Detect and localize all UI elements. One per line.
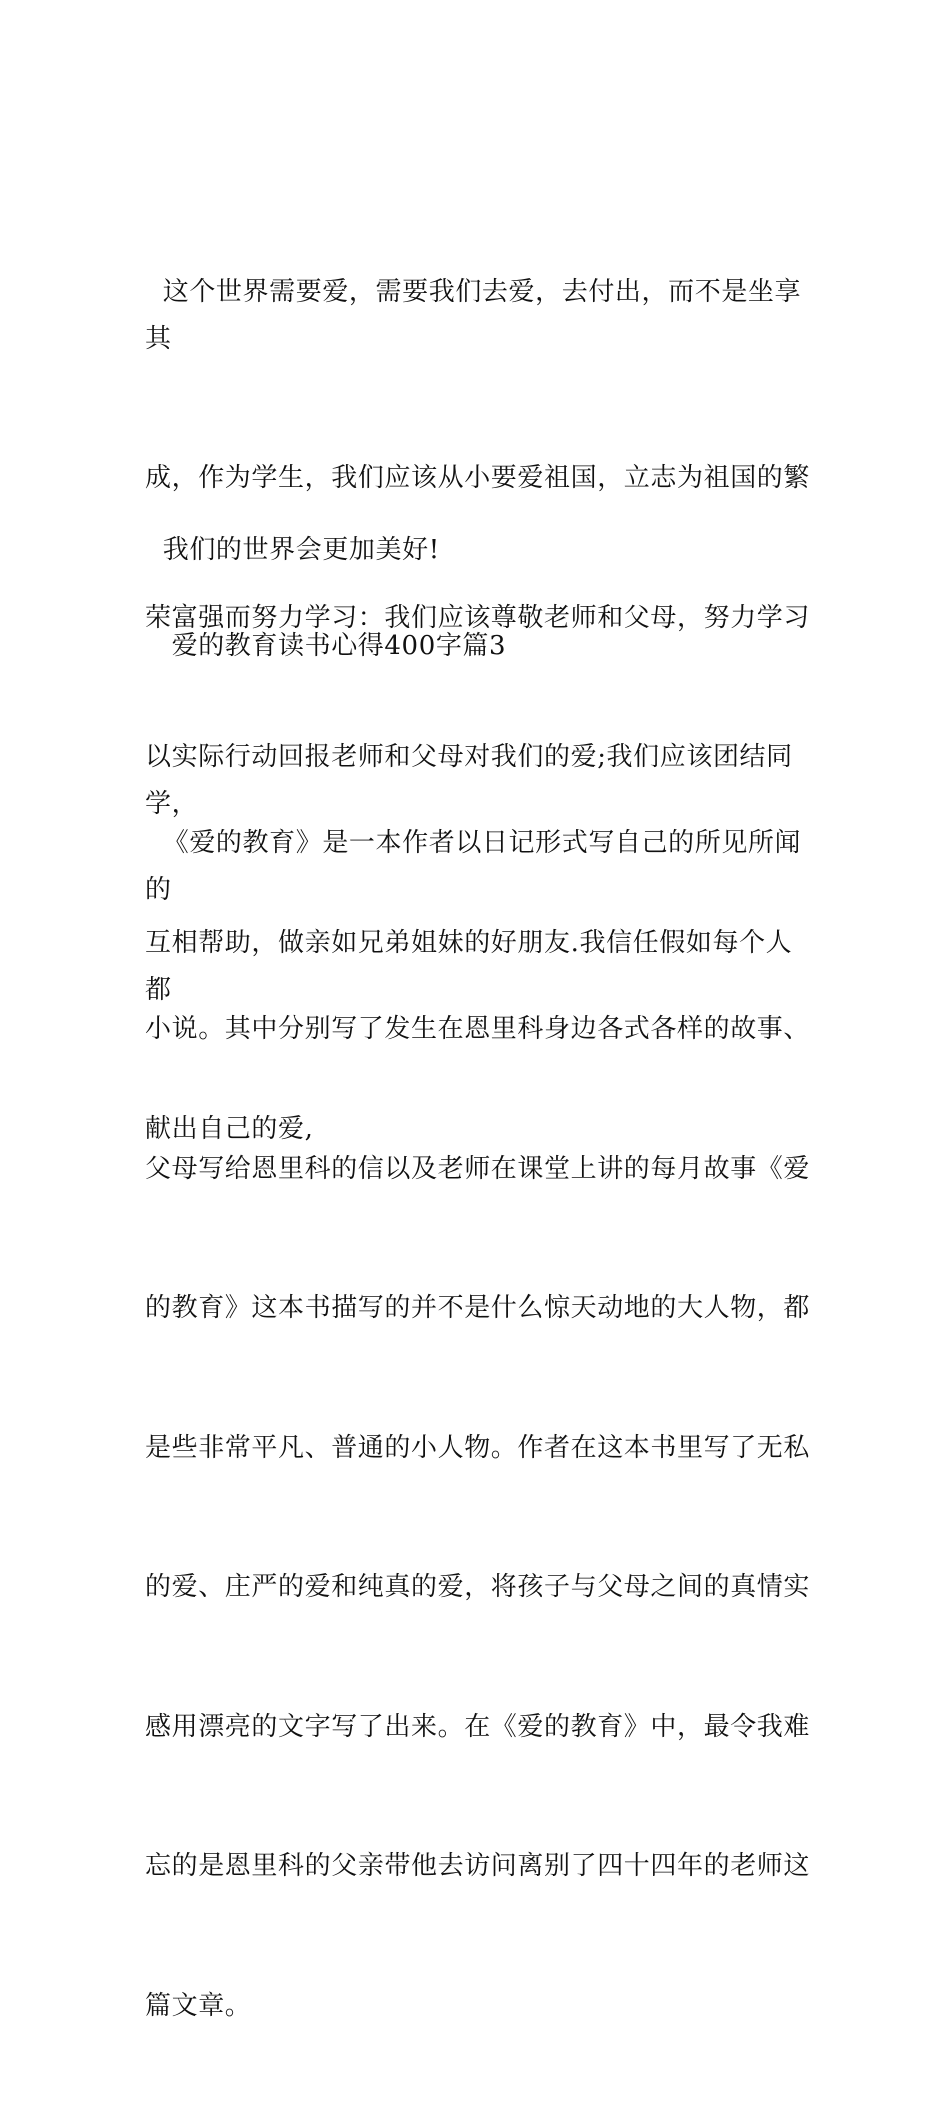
paragraph-3-line: 小说。其中分别写了发生在恩里科身边各式各样的故事、 [145,1014,811,1044]
paragraph-3-line: 是些非常平凡、普通的小人物。作者在这本书里写了无私 [145,1432,811,1463]
paragraph-3-line: 的教育》这本书描写的并不是什么惊天动地的大人物，都 [145,1293,811,1323]
paragraph-3-line: 父母写给恩里科的信以及老师在课堂上讲的每月故事《爱 [145,1153,811,1184]
section-heading: 爱的教育读书心得400字篇3 [145,631,507,661]
paragraph-1-line: 这个世界需要爱，需要我们去爱，去付出，而不是坐享其 [145,277,802,354]
paragraph-3-line: 忘的是恩里科的父亲带他去访问离别了四十四年的老师这 [145,1851,811,1881]
paragraph-1-line: 以实际行动回报老师和父母对我们的爱;我们应该团结同学， [145,742,793,819]
paragraph-1-line: 成，作为学生，我们应该从小要爱祖国，立志为祖国的繁 [145,463,811,493]
paragraph-2: 我们的世界会更加美好! [145,535,440,565]
paragraph-3-line: 篇文章。 [145,1990,252,2021]
paragraph-3-line: 《爱的教育》是一本作者以日记形式写自己的所见所闻的 [145,828,802,905]
paragraph-3 [145,727,815,2122]
paragraph-1-line: 互相帮助，做亲如兄弟姐妹的好朋友.我信任假如每个人都 [145,928,793,1005]
paragraph-1-line: 献出自己的爱, [145,1114,314,1144]
paragraph-3-line: 感用漂亮的文字写了出来。在《爱的教育》中，最令我难 [145,1711,811,1742]
paragraph-3-line: 的爱、庄严的爱和纯真的爱，将孩子与父母之间的真情实 [145,1572,811,1602]
paragraph-1-line: 荣富强而努力学习：我们应该尊敬老师和父母，努力学习 [145,602,811,633]
